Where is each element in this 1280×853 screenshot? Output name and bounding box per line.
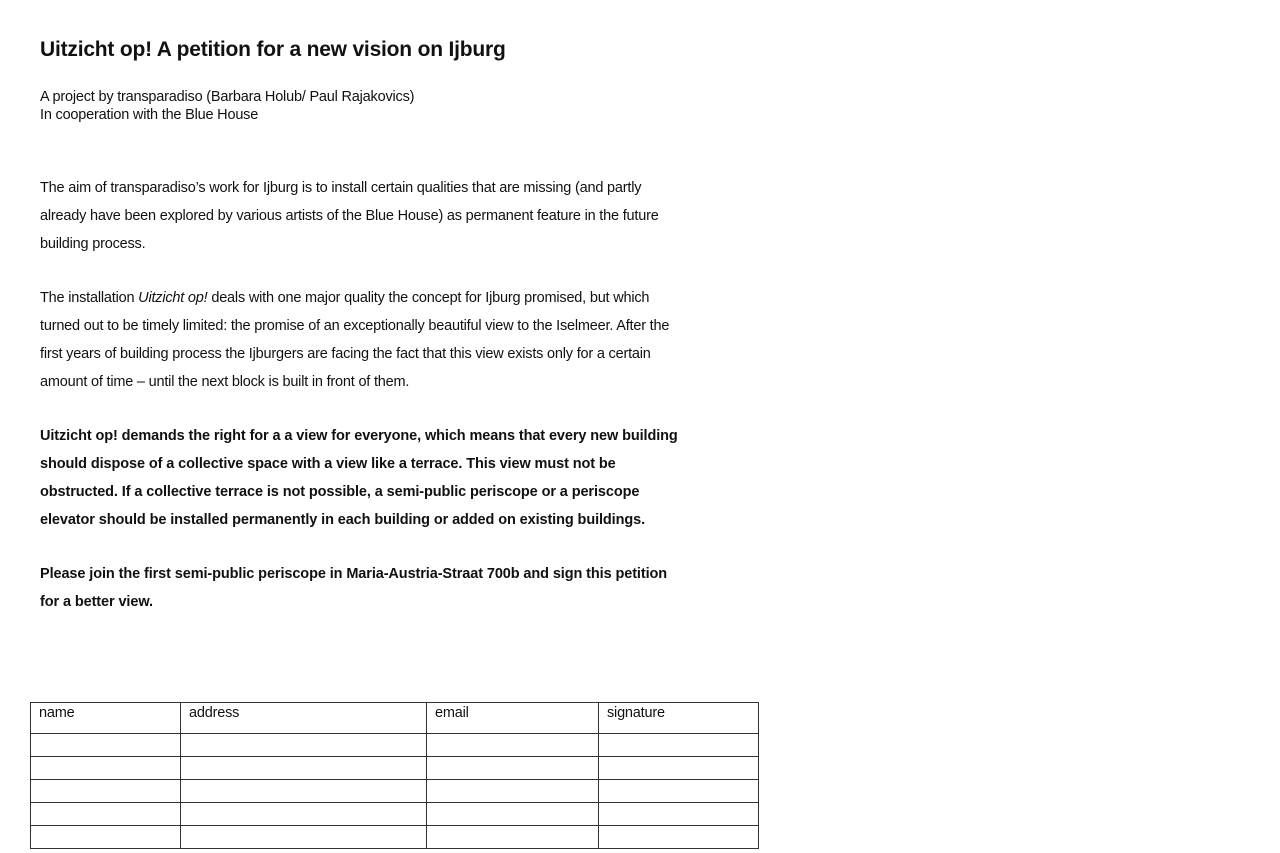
signature-cell-email[interactable] — [427, 757, 599, 780]
paragraph-line: The aim of transparadiso’s work for Ijburg is to install certain qualities that are missing (and partly — [40, 180, 642, 196]
paragraph-demands — [40, 422, 762, 534]
paragraph-installation — [40, 284, 762, 396]
signature-cell-signature[interactable] — [599, 780, 759, 803]
paragraph-aim — [40, 174, 762, 258]
paragraph-line: obstructed. If a collective terrace is not possible, a semi-public periscope or a periscope — [40, 484, 640, 500]
signature-cell-address[interactable] — [181, 826, 427, 849]
signature-cell-address[interactable] — [181, 780, 427, 803]
byline — [40, 88, 414, 124]
table-row — [31, 826, 759, 849]
paragraph-line: already have been explored by various artists of the Blue House) as permanent feature in the future — [40, 208, 659, 224]
signature-cell-name[interactable] — [31, 826, 181, 849]
table-row — [31, 757, 759, 780]
signature-table — [30, 702, 759, 849]
signature-cell-email[interactable] — [427, 826, 599, 849]
signature-cell-signature[interactable] — [599, 826, 759, 849]
signature-cell-address[interactable] — [181, 757, 427, 780]
signature-cell-name[interactable] — [31, 803, 181, 826]
line-prefix: The installation — [40, 290, 139, 306]
paragraph-line: for a better view. — [40, 594, 153, 610]
table-row — [31, 803, 759, 826]
paragraph-line: amount of time – until the next block is built in front of them. — [40, 374, 410, 390]
paragraph-line: should dispose of a collective space with a view like a terrace. This view must not be — [40, 456, 616, 472]
line-suffix: deals with one major quality the concept for Ijburg promised, but which — [207, 290, 650, 306]
signature-cell-name[interactable] — [31, 757, 181, 780]
signature-cell-email[interactable] — [427, 780, 599, 803]
header-email: email — [427, 703, 599, 734]
paragraph-call-to-action — [40, 560, 762, 616]
header-name: name — [31, 703, 181, 734]
signature-cell-email[interactable] — [427, 803, 599, 826]
table-row — [31, 734, 759, 757]
signature-cell-address[interactable] — [181, 734, 427, 757]
signature-cell-name[interactable] — [31, 780, 181, 803]
paragraph-line: first years of building process the Ijburgers are facing the fact that this view exists only for a certain — [40, 346, 651, 362]
paragraph-line: turned out to be timely limited: the promise of an exceptionally beautiful view to the Iselmeer. After the — [40, 318, 670, 334]
signature-cell-signature[interactable] — [599, 757, 759, 780]
paragraph-line: elevator should be installed permanently in each building or added on existing buildings. — [40, 512, 646, 528]
paragraph-line: Please join the first semi-public periscope in Maria-Austria-Straat 700b and sign this petition — [40, 566, 668, 582]
table-row — [31, 780, 759, 803]
header-address: address — [181, 703, 427, 734]
installation-title-italic: Uitzicht op! — [138, 290, 208, 306]
signature-cell-email[interactable] — [427, 734, 599, 757]
signature-cell-signature[interactable] — [599, 803, 759, 826]
signature-cell-address[interactable] — [181, 803, 427, 826]
paragraph-line: Uitzicht op! demands the right for a a view for everyone, which means that every new building — [40, 428, 678, 444]
byline-cooperation: In cooperation with the Blue House — [40, 107, 259, 123]
paragraph-line — [40, 284, 762, 312]
signature-rows — [31, 734, 759, 849]
document-title: Uitzicht op! A petition for a new vision on Ijburg — [40, 38, 506, 61]
paragraph-line: building process. — [40, 236, 146, 252]
table-header-row — [31, 703, 759, 734]
signature-cell-signature[interactable] — [599, 734, 759, 757]
signature-cell-name[interactable] — [31, 734, 181, 757]
byline-project: A project by transparadiso (Barbara Holub/ Paul Rajakovics) — [40, 89, 415, 105]
header-signature: signature — [599, 703, 759, 734]
